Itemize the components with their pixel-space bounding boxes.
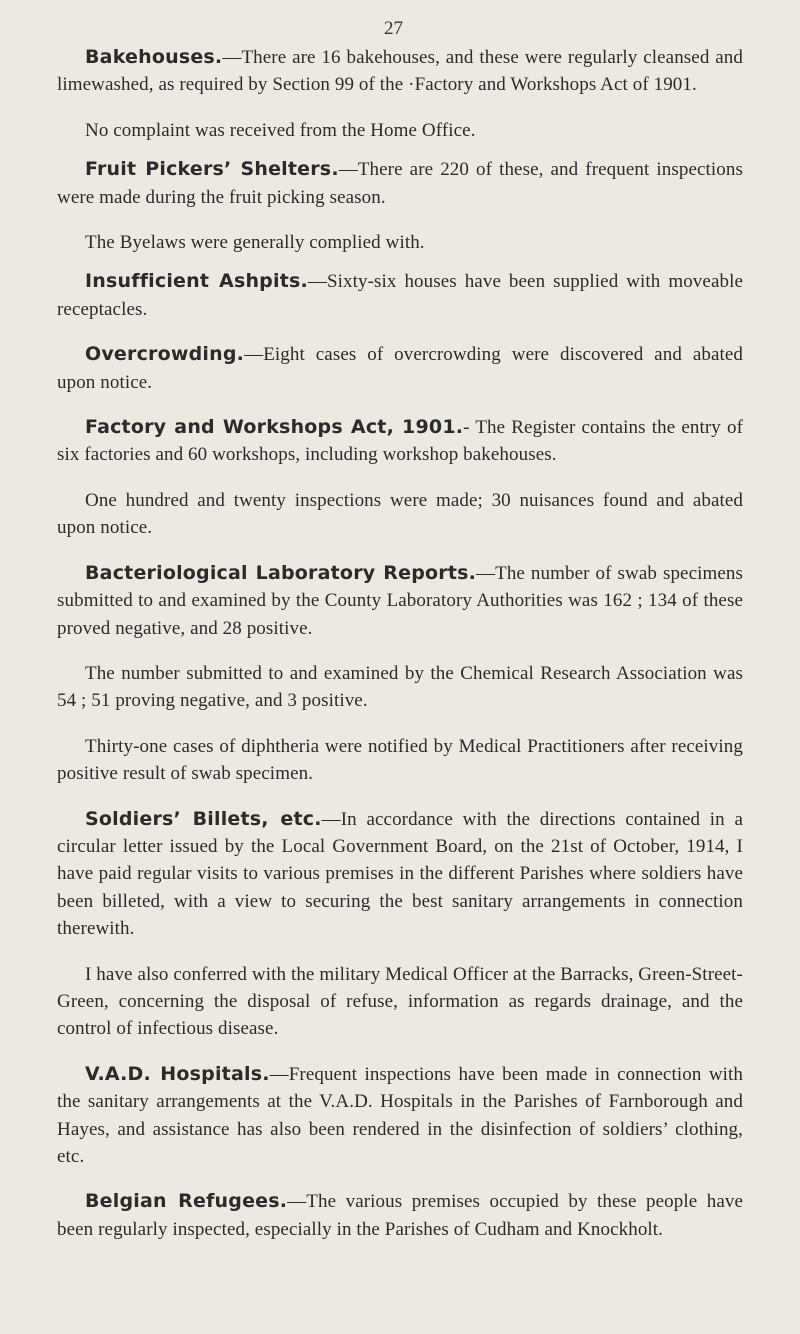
paragraph-inspections	[57, 487, 743, 542]
section-heading-factory-act: Factory and Workshops Act, 1901.	[85, 416, 464, 439]
paragraph-home-office	[57, 117, 743, 144]
paragraph-overcrowding	[57, 341, 743, 396]
paragraph-soldiers-billets	[57, 806, 743, 943]
paragraph-belgian-refugees	[57, 1188, 743, 1243]
section-heading-soldiers-billets: Soldiers’ Billets, etc.	[85, 807, 322, 830]
paragraph-text: —In accordance with the directions contained in a circular letter issued by the Local Government Board, on the 21st of October, 1914, I have paid regular visits to various premises in the different Parishes where soldiers have been billeted, with a view to securing the best sanitary arrangements in connection therewith.	[57, 808, 743, 940]
paragraph-factory-act	[57, 414, 743, 469]
paragraph-text: The Byelaws were generally complied with.	[85, 232, 425, 254]
paragraph-diphtheria	[57, 733, 743, 788]
section-heading-bacteriological: Bacteriological Laboratory Reports.	[85, 561, 477, 584]
paragraph-vad-hospitals	[57, 1061, 743, 1171]
paragraph-text: Thirty-one cases of diphtheria were notified by Medical Practitioners after receiving positive result of swab specimen.	[57, 735, 743, 785]
section-heading-fruit-pickers: Fruit Pickers’ Shelters.	[85, 158, 339, 181]
paragraph-byelaws	[57, 229, 743, 256]
paragraph-text: —The various premises occupied by these people have been regularly inspected, especially in the Parishes of Cudham and Knockholt.	[57, 1191, 743, 1240]
paragraph-text: —Eight cases of overcrowding were discovered and abated upon notice.	[57, 344, 743, 393]
paragraph-text: —Sixty-six houses have been supplied with moveable receptacles.	[57, 271, 743, 320]
section-heading-overcrowding: Overcrowding.	[85, 343, 245, 366]
paragraph-bakehouses	[57, 44, 743, 99]
paragraph-ashpits	[57, 268, 743, 323]
paragraph-chemical-research	[57, 660, 743, 715]
paragraph-text: One hundred and twenty inspections were made; 30 nuisances found and abated upon notice.	[57, 489, 743, 539]
section-heading-vad-hospitals: V.A.D. Hospitals.	[85, 1062, 270, 1085]
paragraph-military-officer	[57, 961, 743, 1043]
paragraph-text: No complaint was received from the Home Office.	[85, 119, 476, 141]
paragraph-text: - The Register contains the entry of six factories and 60 workshops, including workshop bakehouses.	[57, 417, 743, 466]
page-number: 27	[384, 18, 403, 39]
paragraph-text: —The number of swab specimens submitted to and examined by the County Laboratory Authorities was 162 ; 134 of these proved negative, and 28 positive.	[57, 562, 743, 639]
report-body	[57, 44, 743, 1261]
section-heading-ashpits: Insufficient Ashpits.	[85, 270, 308, 293]
paragraph-text: The number submitted to and examined by the Chemical Research Association was 54 ; 51 proving negative, and 3 positive.	[57, 662, 743, 712]
paragraph-bacteriological	[57, 560, 743, 642]
paragraph-text: —Frequent inspections have been made in connection with the sanitary arrangements at the V.A.D. Hospitals in the Parishes of Farnborough and Hayes, and assistance has also been rendered in the disinfection of soldiers’ clothing, etc.	[57, 1063, 743, 1167]
paragraph-text: I have also conferred with the military Medical Officer at the Barracks, Green-Street-Green, concerning the disposal of refuse, information as regards drainage, and the control of infectious disease.	[57, 963, 743, 1040]
section-heading-bakehouses: Bakehouses.	[85, 46, 223, 68]
paragraph-text: —There are 16 bakehouses, and these were regularly cleansed and limewashed, as required by Section 99 of the ·Factory and Workshops Act of 1901.	[57, 47, 743, 96]
paragraph-fruit-pickers	[57, 156, 743, 211]
section-heading-belgian-refugees: Belgian Refugees.	[85, 1190, 288, 1213]
paragraph-text: —There are 220 of these, and frequent inspections were made during the fruit picking season.	[57, 159, 743, 208]
